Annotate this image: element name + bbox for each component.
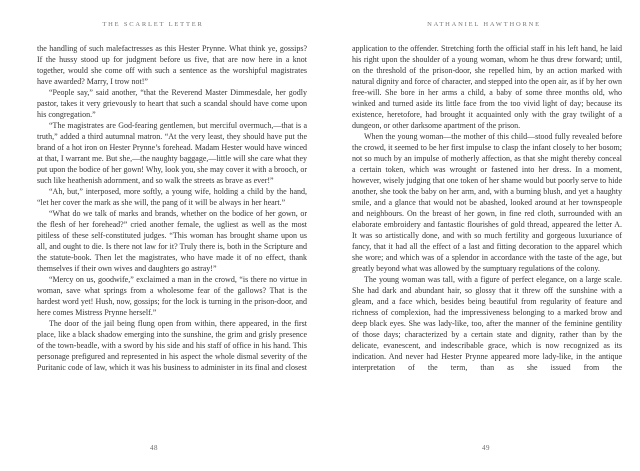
page-right [320,0,640,471]
paragraph: The young woman was tall, with a figure of perfect elegance, on a large scale. She had dark and abundant hair, so glossy that it threw off the sunshine with a gleam, and a face which, besides being beautiful from regularity of feature and richness of complexion, had the impressiveness belonging to a marked brow and deep black eyes. She was lady-like, too, after the manner of the feminine gentility of those days; characterized by a certain state and dignity, rather than by the delicate, evanescent, and indescribable grace, which is now recognized as its indication. And never had Hester Prynne appeared more lady-like, in the antique interpretation of the term, than as she issued from the [352,275,622,372]
running-header-right: NATHANIEL HAWTHORNE [427,21,541,28]
paragraph: “Ah, but,” interposed, more softly, a young wife, holding a child by the hand, “let her cover the mark as she will, the pang of it will be always in her heart.” [37,187,307,207]
paragraph: “People say,” said another, “that the Reverend Master Dimmesdale, her godly pastor, takes it very grievously to heart that such a scandal should have come upon his congregation.” [37,88,307,119]
page-number-left: 48 [150,444,158,452]
paragraph: application to the offender. Stretching forth the official staff in his left hand, he laid his right upon the shoulder of a young woman, whom he thus drew forward; until, on the threshold of the prison-door, she repelled him, by an action marked with natural dignity and force of character, and stepped into the open air, as if by her own free-will. She bore in her arms a child, a baby of some three months old, who winked and turned aside its little face from the too vivid light of day; because its existence, heretofore, had brought it acquainted only with the gray twilight of a dungeon, or other darksome apartment of the prison. [352,44,622,130]
paragraph: “What do we talk of marks and brands, whether on the bodice of her gown, or the flesh of her forehead?” cried another female, the ugliest as well as the most pitiless of these self-constituted judges. “This woman has brought shame upon us all, and ought to die. Is there not law for it? Truly there is, both in the Scripture and the statute-book. Then let the magistrates, who have made it of no effect, thank themselves if their own wives and daughters go astray!” [37,209,307,273]
paragraph: “The magistrates are God-fearing gentlemen, but merciful overmuch,—that is a truth,” added a third autumnal matron. “At the very least, they should have put the brand of a hot iron on Hester Prynne’s forehead. Madam Hester would have winced at that, I warrant me. But she,—the naughty baggage,—little will she care what they put upon the bodice of her gown! Why, look you, she may cover it with a brooch, or such like heathenish adornment, and so walk the streets as brave as ever!” [37,121,307,185]
paragraph: “Mercy on us, goodwife,” exclaimed a man in the crowd, “is there no virtue in woman, save what springs from a wholesome fear of the gallows? That is the hardest word yet! Hush, now, gossips; for the lock is turning in the prison-door, and here comes Mistress Prynne herself.” [37,275,307,317]
paragraph: The door of the jail being flung open from within, there appeared, in the first place, like a black shadow emerging into the sunshine, the grim and grisly presence of the town-beadle, with a sword by his side and his staff of office in his hand. This personage prefigured and represented in his aspect the whole dismal severity of the Puritanic code of law, which it was his business to administer in its final and closest [37,319,307,372]
paragraph: the handling of such malefactresses as this Hester Prynne. What think ye, gossips? If the hussy stood up for judgment before us five, that are now here in a knot together, would she come off with such a sentence as the worshipful magistrates have awarded? Marry, I trow not!” [37,44,307,86]
body-text-left [37,43,307,373]
paragraph: When the young woman—the mother of this child—stood fully revealed before the crowd, it seemed to be her first impulse to clasp the infant closely to her bosom; not so much by an impulse of motherly affection, as that she might thereby conceal a certain token, which was wrought or fastened into her dress. In a moment, however, wisely judging that one token of her shame would but poorly serve to hide another, she took the baby on her arm, and, with a burning blush, and yet a haughty smile, and a glance that would not be abashed, looked around at her townspeople and neighbours. On the breast of her gown, in fine red cloth, surrounded with an elaborate embroidery and fantastic flourishes of gold thread, appeared the letter A. It was so artistically done, and with so much fertility and gorgeous luxuriance of fancy, that it had all the effect of a last and fitting decoration to the apparel which she wore; and which was of a splendor in accordance with the taste of the age, but greatly beyond what was allowed by the sumptuary regulations of the colony. [352,132,622,273]
page-number-right: 49 [482,444,490,452]
body-text-right [352,43,622,373]
running-header-left: THE SCARLET LETTER [102,21,204,28]
